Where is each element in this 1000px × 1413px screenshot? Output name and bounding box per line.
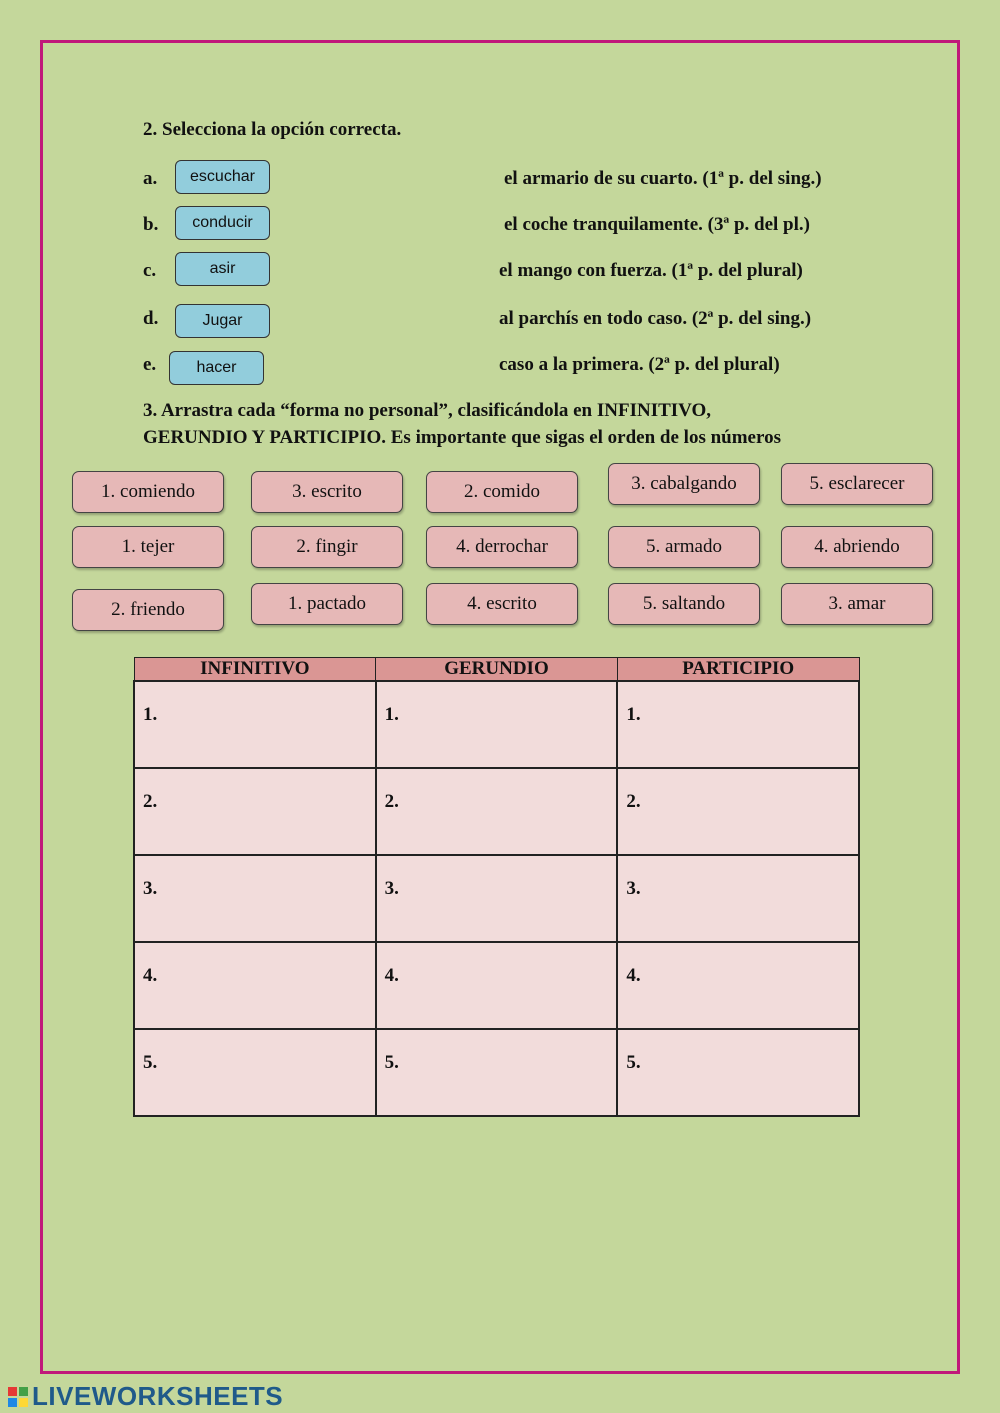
row-number: 4. (143, 965, 158, 986)
drag-tile[interactable]: 2. fingir (251, 526, 403, 568)
drop-zone[interactable] (617, 1029, 859, 1116)
drop-zone[interactable] (617, 855, 859, 942)
drop-zone[interactable] (617, 681, 859, 768)
drop-zone[interactable] (134, 1029, 376, 1116)
drag-tile[interactable]: 2. comido (426, 471, 578, 513)
item-letter: b. (143, 214, 159, 235)
row-number: 3. (384, 878, 399, 899)
row-number: 1. (143, 704, 158, 725)
row-number: 5. (384, 1052, 399, 1073)
drag-tile[interactable]: 3. amar (781, 583, 933, 625)
drag-tile[interactable]: 5. armado (608, 526, 760, 568)
drop-zone[interactable] (134, 768, 376, 855)
drag-tile[interactable]: 1. comiendo (72, 471, 224, 513)
section-3-title-line2: GERUNDIO Y PARTICIPIO. Es importante que sigas el orden de los números (143, 427, 781, 448)
row-number: 2. (626, 791, 641, 812)
drop-zone[interactable] (134, 855, 376, 942)
answer-dropdown[interactable]: conducir (175, 206, 270, 240)
item-letter: d. (143, 308, 159, 329)
answer-dropdown[interactable]: escuchar (175, 160, 270, 194)
table-row (134, 1029, 859, 1116)
drop-zone[interactable] (134, 942, 376, 1029)
drop-zone[interactable] (376, 1029, 618, 1116)
answer-dropdown[interactable]: asir (175, 252, 270, 286)
column-header-participio: PARTICIPIO (617, 658, 859, 682)
drag-tile[interactable]: 1. pactado (251, 583, 403, 625)
drop-zone[interactable] (134, 681, 376, 768)
sentence-text: el coche tranquilamente. (3ª p. del pl.) (504, 214, 810, 235)
drop-zone[interactable] (617, 942, 859, 1029)
drag-tile[interactable]: 2. friendo (72, 589, 224, 631)
item-letter: e. (143, 354, 157, 375)
sentence-text: el armario de su cuarto. (1ª p. del sing.) (504, 168, 822, 189)
row-number: 4. (626, 965, 641, 986)
drag-tile[interactable]: 5. esclarecer (781, 463, 933, 505)
row-number: 5. (143, 1052, 158, 1073)
drag-tile[interactable]: 4. abriendo (781, 526, 933, 568)
answer-dropdown[interactable]: Jugar (175, 304, 270, 338)
drag-tile[interactable]: 3. escrito (251, 471, 403, 513)
sentence-text: caso a la primera. (2ª p. del plural) (499, 354, 780, 375)
logo-blocks-icon (8, 1387, 28, 1407)
drag-tile[interactable]: 4. derrochar (426, 526, 578, 568)
row-number: 5. (626, 1052, 641, 1073)
drop-zone[interactable] (376, 855, 618, 942)
answer-dropdown[interactable]: hacer (169, 351, 264, 385)
table-row (134, 855, 859, 942)
row-number: 3. (143, 878, 158, 899)
item-letter: c. (143, 260, 157, 281)
row-number: 3. (626, 878, 641, 899)
drop-zone[interactable] (376, 768, 618, 855)
table-row (134, 681, 859, 768)
drop-zone[interactable] (617, 768, 859, 855)
row-number: 2. (143, 791, 158, 812)
item-letter: a. (143, 168, 158, 189)
sentence-text: el mango con fuerza. (1ª p. del plural) (499, 260, 803, 281)
liveworksheets-logo[interactable] (8, 1381, 283, 1412)
column-header-gerundio: GERUNDIO (376, 658, 618, 682)
row-number: 4. (384, 965, 399, 986)
drag-tile[interactable]: 1. tejer (72, 526, 224, 568)
table-row (134, 768, 859, 855)
row-number: 1. (384, 704, 399, 725)
drag-tile[interactable]: 3. cabalgando (608, 463, 760, 505)
sentence-text: al parchís en todo caso. (2ª p. del sing.) (499, 308, 812, 329)
drop-zone[interactable] (376, 942, 618, 1029)
brand-name: LIVEWORKSHEETS (32, 1381, 284, 1411)
row-number: 1. (626, 704, 641, 725)
section-3-title-line1: 3. Arrastra cada “forma no personal”, clasificándola en INFINITIVO, (143, 400, 712, 421)
drag-tile[interactable]: 5. saltando (608, 583, 760, 625)
row-number: 2. (384, 791, 399, 812)
drop-zone[interactable] (376, 681, 618, 768)
classification-table (133, 657, 860, 1117)
drag-tile[interactable]: 4. escrito (426, 583, 578, 625)
table-row (134, 942, 859, 1029)
section-2-title: 2. Selecciona la opción correcta. (143, 119, 402, 140)
column-header-infinitivo: INFINITIVO (134, 658, 376, 682)
